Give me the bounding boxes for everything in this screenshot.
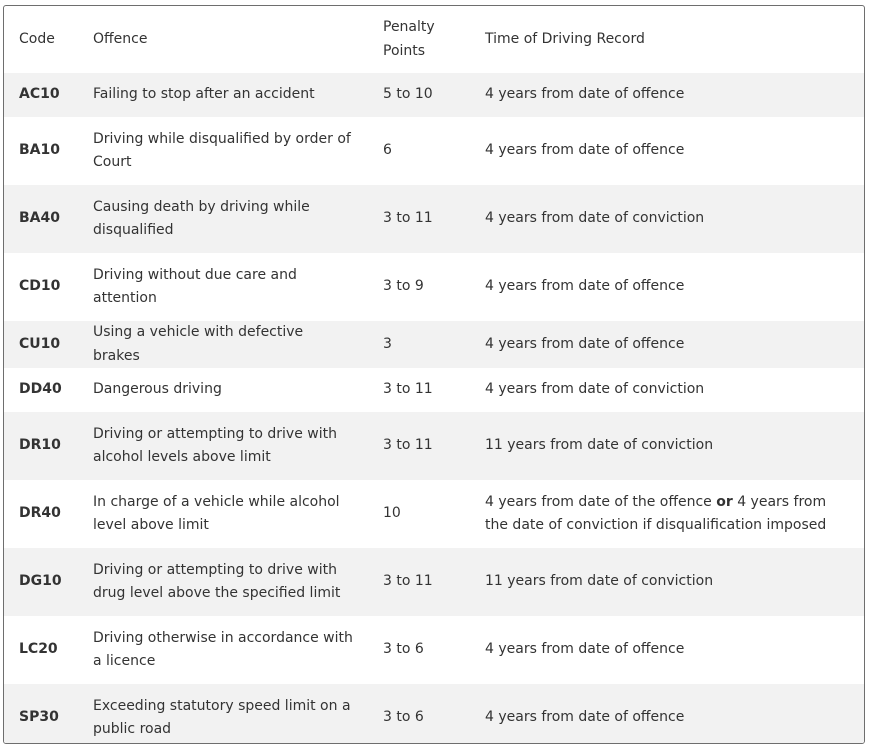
- offence-cell: Dangerous driving: [93, 381, 222, 398]
- header-time-of-driving-record: Time of Driving Record: [485, 30, 645, 47]
- time-cell: 4 years from date of offence: [485, 142, 685, 159]
- offence-cell: Driving or attempting to drive with alcohol levels above limit: [93, 425, 337, 465]
- header-code: Code: [19, 30, 55, 47]
- time-cell: 4 years from date of offence: [485, 709, 685, 726]
- code-cell: LC20: [19, 641, 58, 658]
- code-cell: CD10: [19, 278, 61, 295]
- time-text-part2: 4 years from the date of conviction if disqualification imposed: [485, 493, 827, 533]
- time-cell: 4 years from date of offence: [485, 278, 685, 295]
- code-cell: SP30: [19, 709, 59, 726]
- time-cell: [474, 480, 864, 548]
- table-row: [4, 321, 864, 368]
- code-cell: CU10: [19, 335, 61, 352]
- time-text-part1: 4 years from date of the offence: [485, 493, 712, 510]
- table-row: [4, 480, 864, 548]
- table-row: [4, 548, 864, 616]
- code-cell: DR10: [19, 437, 61, 454]
- code-cell: AC10: [19, 86, 60, 103]
- points-cell: 3: [383, 335, 392, 352]
- time-cell: 4 years from date of conviction: [485, 381, 705, 398]
- offence-cell: Driving otherwise in accordance with a licence: [93, 629, 353, 669]
- offence-codes-table: [4, 6, 864, 744]
- offence-cell: Driving or attempting to drive with drug level above the specified limit: [93, 561, 341, 601]
- offence-cell: Using a vehicle with defective brakes: [93, 324, 304, 364]
- table-row: [4, 684, 864, 744]
- table-row: [4, 253, 864, 321]
- table-row: [4, 73, 864, 117]
- points-cell: 3 to 11: [383, 573, 433, 590]
- offence-cell: Exceeding statutory speed limit on a public road: [93, 697, 351, 737]
- table-row: [4, 185, 864, 253]
- points-cell: 3 to 6: [383, 709, 424, 726]
- time-cell: 11 years from date of conviction: [485, 437, 714, 454]
- table-row: [4, 117, 864, 185]
- points-cell: 10: [383, 505, 401, 522]
- points-cell: 3 to 6: [383, 641, 424, 658]
- code-cell: BA40: [19, 210, 60, 227]
- time-cell: 4 years from date of offence: [485, 335, 685, 352]
- code-cell: DD40: [19, 381, 62, 398]
- points-cell: 3 to 11: [383, 381, 433, 398]
- table-row: [4, 412, 864, 480]
- header-penalty-points: Penalty Points: [383, 19, 435, 59]
- offence-cell: Failing to stop after an accident: [93, 86, 315, 103]
- code-cell: BA10: [19, 142, 60, 159]
- points-cell: 3 to 9: [383, 278, 424, 295]
- time-cell: 11 years from date of conviction: [485, 573, 714, 590]
- code-cell: DG10: [19, 573, 62, 590]
- points-cell: 6: [383, 142, 392, 159]
- offence-codes-table-container: [3, 5, 865, 744]
- points-cell: 3 to 11: [383, 437, 433, 454]
- time-cell: 4 years from date of offence: [485, 641, 685, 658]
- time-cell: 4 years from date of conviction: [485, 210, 705, 227]
- table-row: [4, 368, 864, 412]
- points-cell: 5 to 10: [383, 86, 433, 103]
- table-row: [4, 616, 864, 684]
- offence-cell: Driving without due care and attention: [93, 266, 297, 306]
- offence-cell: Driving while disqualified by order of Court: [93, 130, 351, 170]
- code-cell: DR40: [19, 505, 61, 522]
- header-offence: Offence: [93, 30, 148, 47]
- time-text-conjunction: or: [716, 493, 733, 510]
- offence-cell: In charge of a vehicle while alcohol level above limit: [93, 493, 340, 533]
- offence-cell: Causing death by driving while disqualified: [93, 198, 310, 238]
- points-cell: 3 to 11: [383, 210, 433, 227]
- table-header-row: [4, 6, 864, 73]
- time-cell: 4 years from date of offence: [485, 86, 685, 103]
